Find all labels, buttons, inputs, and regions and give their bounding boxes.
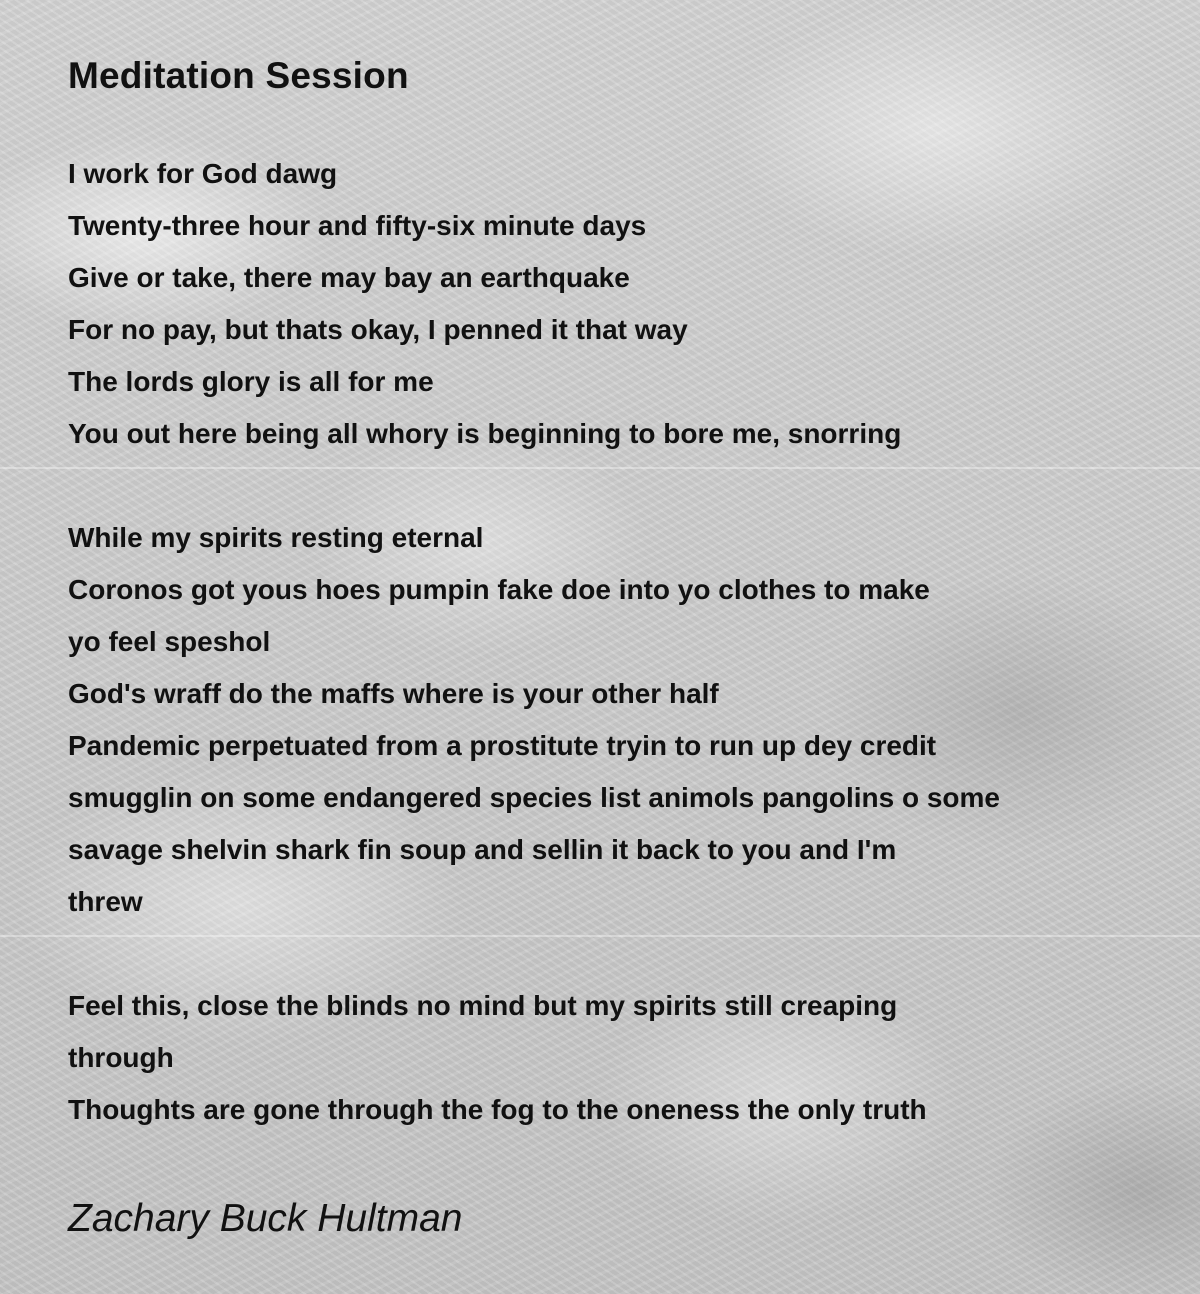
- stanza-3: [68, 980, 1178, 1136]
- poem-line: Coronos got yous hoes pumpin fake doe into yo clothes to make: [68, 574, 930, 605]
- poem-line: yo feel speshol: [68, 626, 271, 657]
- poem-line: Twenty-three hour and fifty-six minute days: [68, 210, 647, 241]
- poem-line: I work for God dawg: [68, 158, 338, 189]
- poem-line: While my spirits resting eternal: [68, 522, 484, 553]
- poem-line: smugglin on some endangered species list animols pangolins o some: [68, 782, 1000, 813]
- poem-line: God's wraff do the maffs where is your other half: [68, 678, 719, 709]
- poem-author: Zachary Buck Hultman: [68, 1197, 463, 1240]
- poem-line: through: [68, 1042, 174, 1073]
- poem-line: You out here being all whory is beginning to bore me, snorring: [68, 418, 902, 449]
- poem-line: For no pay, but thats okay, I penned it that way: [68, 314, 688, 345]
- poem-body: [68, 148, 1178, 1136]
- stanza-2: [68, 512, 1178, 928]
- poem-title: Meditation Session: [68, 55, 409, 96]
- poem-line: Pandemic perpetuated from a prostitute tryin to run up dey credit: [68, 730, 937, 761]
- poem-line: Give or take, there may bay an earthquake: [68, 262, 630, 293]
- poem-line: Thoughts are gone through the fog to the oneness the only truth: [68, 1094, 927, 1125]
- poem-line: threw: [68, 886, 143, 917]
- poem-line: savage shelvin shark fin soup and sellin it back to you and I'm: [68, 834, 897, 865]
- poem-line: The lords glory is all for me: [68, 366, 434, 397]
- poem-container: [68, 52, 1178, 1136]
- poem-line: Feel this, close the blinds no mind but my spirits still creaping: [68, 990, 898, 1021]
- stanza-1: [68, 148, 1178, 460]
